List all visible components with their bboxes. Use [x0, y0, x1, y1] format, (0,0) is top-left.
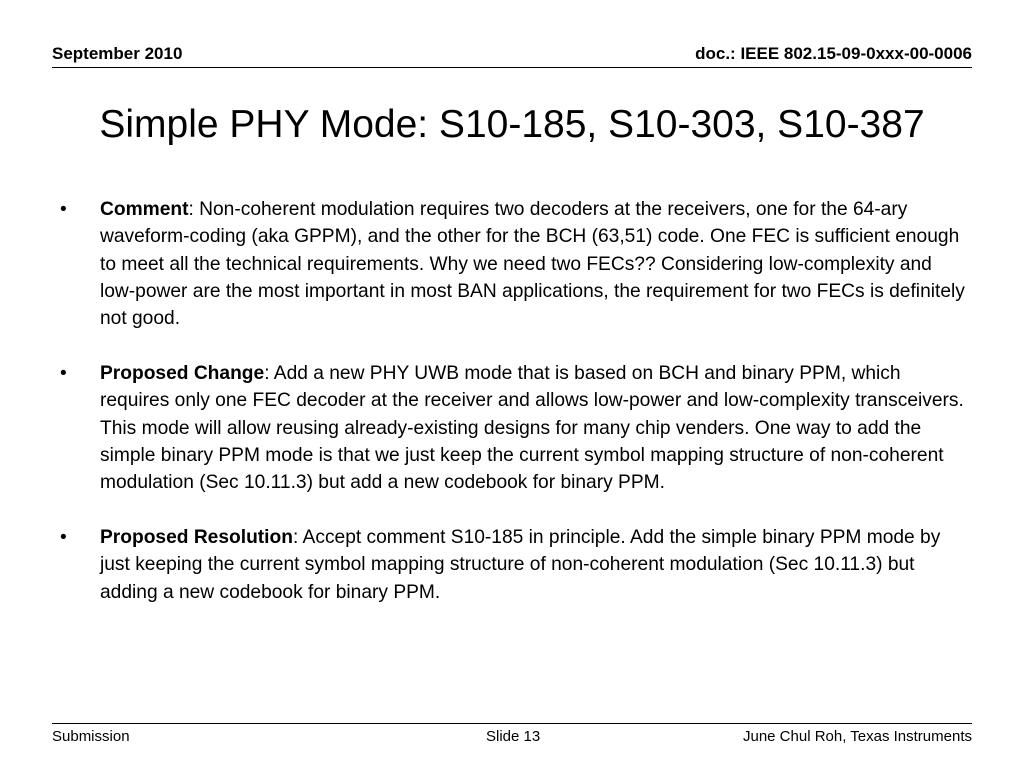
bullet-lead-proposed-resolution: Proposed Resolution [100, 526, 293, 548]
footer-divider [52, 723, 972, 724]
bullet-proposed-resolution [60, 524, 972, 606]
bullet-lead-proposed-change: Proposed Change [100, 362, 265, 384]
bullet-marker: • [60, 362, 67, 384]
bullet-lead-comment: Comment [100, 199, 189, 220]
header-date: September 2010 [52, 44, 183, 63]
footer-submission: Submission [52, 728, 130, 745]
bullet-text-proposed-change: : Add a new PHY UWB mode that is based on BCH and binary PPM, which requires only one FEC decoder at the receiver and allows low-power and low-complexity transceivers. This mode will allow reusing already-existing designs for many chip venders. One way to add the simple binary PPM mode is that we just keep the current symbol mapping structure of non-coherent modulation (Sec 10.11.3) but add a new codebook for binary PPM. [100, 362, 964, 494]
bullet-marker: • [60, 199, 67, 220]
footer-slide-number: Slide 13 [486, 728, 541, 745]
bullet-proposed-change [60, 360, 972, 496]
header-divider [52, 67, 972, 68]
slide-title: Simple PHY Mode: S10-185, S10-303, S10-387 [99, 103, 925, 146]
bullet-marker: • [60, 526, 67, 548]
slide-body [60, 196, 972, 633]
bullet-text-comment: : Non-coherent modulation requires two decoders at the receivers, one for the 64-ary waveform-coding (aka GPPM), and the other for the BCH (63,51) code. One FEC is sufficient enough to meet all the technical requirements. Why we need two FECs?? Considering low-complexity and low-power are the most important in most BAN applications, the requirement for two FECs is definitely not good. [100, 199, 965, 330]
bullet-comment [60, 196, 972, 332]
footer-author: June Chul Roh, Texas Instruments [742, 728, 972, 745]
header-doc-id: doc.: IEEE 802.15-09-0xxx-00-0006 [695, 44, 972, 63]
bullet-text-proposed-resolution: : Accept comment S10-185 in principle. Add the simple binary PPM mode by just keeping the current symbol mapping structure of non-coherent modulation (Sec 10.11.3) but adding a new codebook for binary PPM. [100, 526, 941, 603]
